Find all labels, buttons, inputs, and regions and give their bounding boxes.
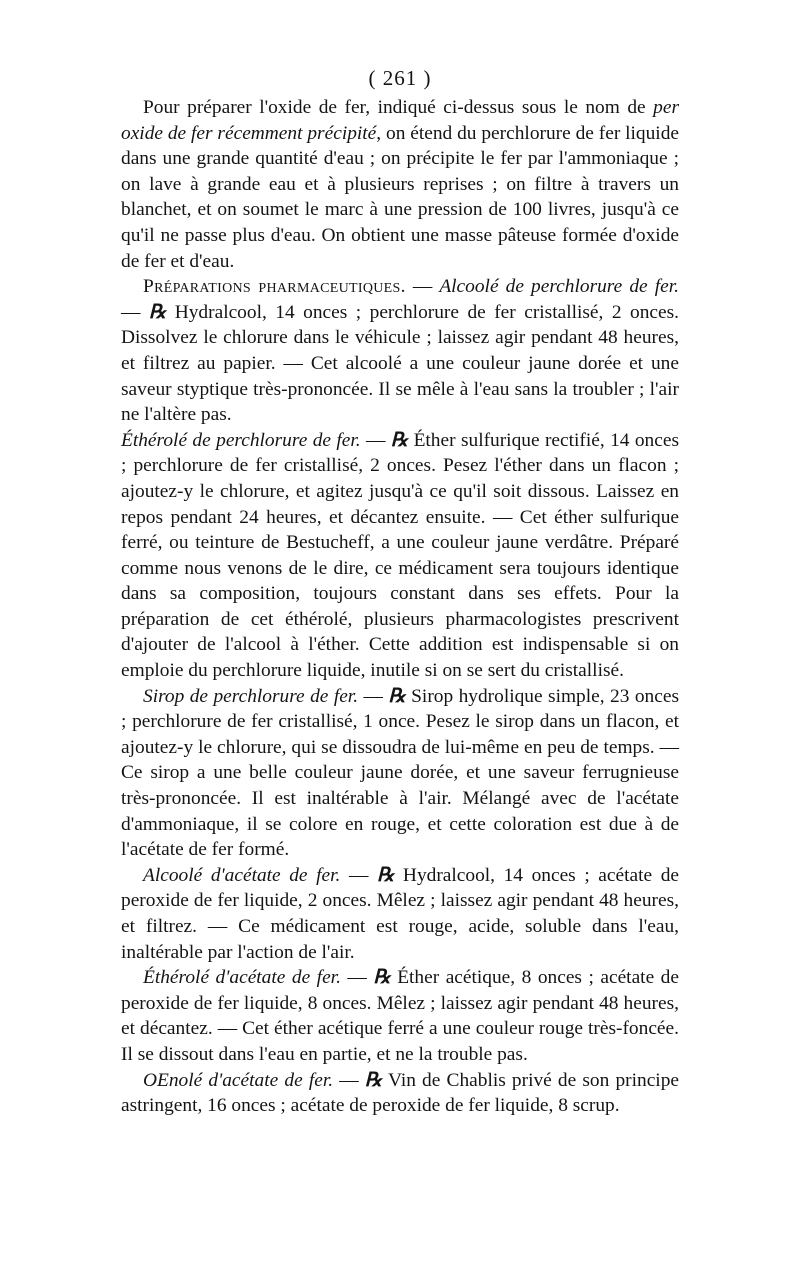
paragraph-sirop-perchlorure [121, 684, 679, 863]
recipe-body: Hydralcool, 14 onces ; perchlorure de fer cristallisé, 2 onces. Dissolvez le chlorure dans le véhicule ; laissez agir pendant 48 heures, et filtrez au papier. — Cet alcoolé a une couleur jaune dorée et une saveur styptique très-prononcée. Il se mêle à l'eau sans la troubler ; l'air ne l'altère pas. [121, 301, 679, 426]
emphasis-term: per oxide de fer récemment précipité [121, 97, 679, 144]
recipe-symbol-icon: ℞ [390, 429, 409, 451]
paragraph-etherole-acetate [121, 965, 679, 1067]
paragraph-oxide-preparation [121, 95, 679, 274]
paragraph-oenole-acetate [121, 1068, 679, 1119]
dash: — [333, 1069, 365, 1091]
recipe-body: Vin de Chablis privé de son principe astringent, 16 onces ; acétate de peroxide de fer liquide, 8 scrup. [121, 1069, 679, 1117]
recipe-title: Éthérolé de perchlorure de fer. [121, 429, 361, 451]
dash: — [121, 301, 149, 323]
section-heading: Préparations pharmaceutiques. [143, 276, 406, 298]
recipe-title: OEnolé d'acétate de fer. [143, 1069, 334, 1091]
paragraph-text: , on étend du perchlorure de fer liquide dans une grande quantité d'eau ; on précipite le fer par l'ammoniaque ; on lave à grande eau et à plusieurs reprises ; on filtre à travers un blanchet, et on soumet le marc à une pression de 100 livres, jusqu'à ce qu'il ne passe plus d'eau. On obtient une masse pâteuse formée d'oxide de fer et d'eau. [121, 122, 680, 272]
recipe-symbol-icon: ℞ [388, 685, 406, 707]
dash: — [360, 429, 391, 451]
recipe-symbol-icon: ℞ [376, 864, 395, 886]
page-text [121, 95, 679, 1119]
dash: — [405, 276, 440, 298]
recipe-body: Éther acétique, 8 onces ; acétate de peroxide de fer liquide, 8 onces. Mêlez ; laissez agir pendant 48 heures, et décantez. — Cet éther acétique ferré a une couleur rouge très-foncée. Il se dissout dans l'eau en partie, et ne la trouble pas. [121, 967, 679, 1065]
dash: — [358, 685, 389, 707]
paragraph-alcoole-acetate [121, 863, 679, 965]
paragraph-etherole-perchlorure [121, 428, 679, 684]
paragraph-alcoole-perchlorure [121, 274, 679, 428]
page-number: ( 261 ) [368, 66, 432, 90]
dash: — [340, 864, 377, 886]
recipe-title: Sirop de perchlorure de fer. [143, 685, 359, 707]
dash: — [340, 967, 374, 989]
recipe-title: Alcoolé de perchlorure de fer. [439, 276, 679, 298]
recipe-symbol-icon: ℞ [148, 301, 167, 323]
recipe-symbol-icon: ℞ [373, 967, 391, 989]
recipe-title: Alcoolé d'acétate de fer. [143, 864, 341, 886]
recipe-body: Éther sulfurique rectifié, 14 onces ; perchlorure de fer cristallisé, 2 onces. Pesez l'éther dans un flacon ; ajoutez-y le chlorure, et agitez jusqu'à ce qu'il soit dissous. Laissez en repos pendant 24 heures, et décantez ensuite. — Cet éther sulfurique ferré, ou teinture de Bestucheff, a une couleur jaune verdâtre. Préparé comme nous venons de le dire, ce médicament sera toujours identique dans sa composition, toujours constant dans ses effets. Pour la préparation de cet éthérolé, plusieurs pharmacologistes prescrivent d'ajouter de l'alcool à l'éther. Cette addition est indispensable si on emploie du perchlorure liquide, inutile si on se sert du cristallisé. [121, 429, 680, 682]
recipe-body: Hydralcool, 14 onces ; acétate de peroxide de fer liquide, 2 onces. Mêlez ; laissez agir pendant 48 heures, et filtrez. — Ce médicament est rouge, acide, soluble dans l'eau, inaltérable par l'action de l'air. [121, 864, 680, 963]
recipe-symbol-icon: ℞ [364, 1069, 383, 1091]
recipe-body: Sirop hydrolique simple, 23 onces ; perchlorure de fer cristallisé, 1 once. Pesez le sirop dans un flacon, et ajoutez-y le chlorure, qui se dissoudra de lui-même en peu de temps. — Ce sirop a une belle couleur jaune dorée, et une saveur ferrugnieuse très-prononcée. Il est inaltérable à l'air. Mélangé avec de l'acétate d'ammoniaque, il se colore en rouge, et cette coloration est due à de l'acétate de fer formé. [121, 685, 679, 861]
paragraph-text: Pour préparer l'oxide de fer, indiqué ci-dessus sous le nom de [143, 97, 654, 118]
recipe-title: Éthérolé d'acétate de fer. [143, 967, 341, 989]
